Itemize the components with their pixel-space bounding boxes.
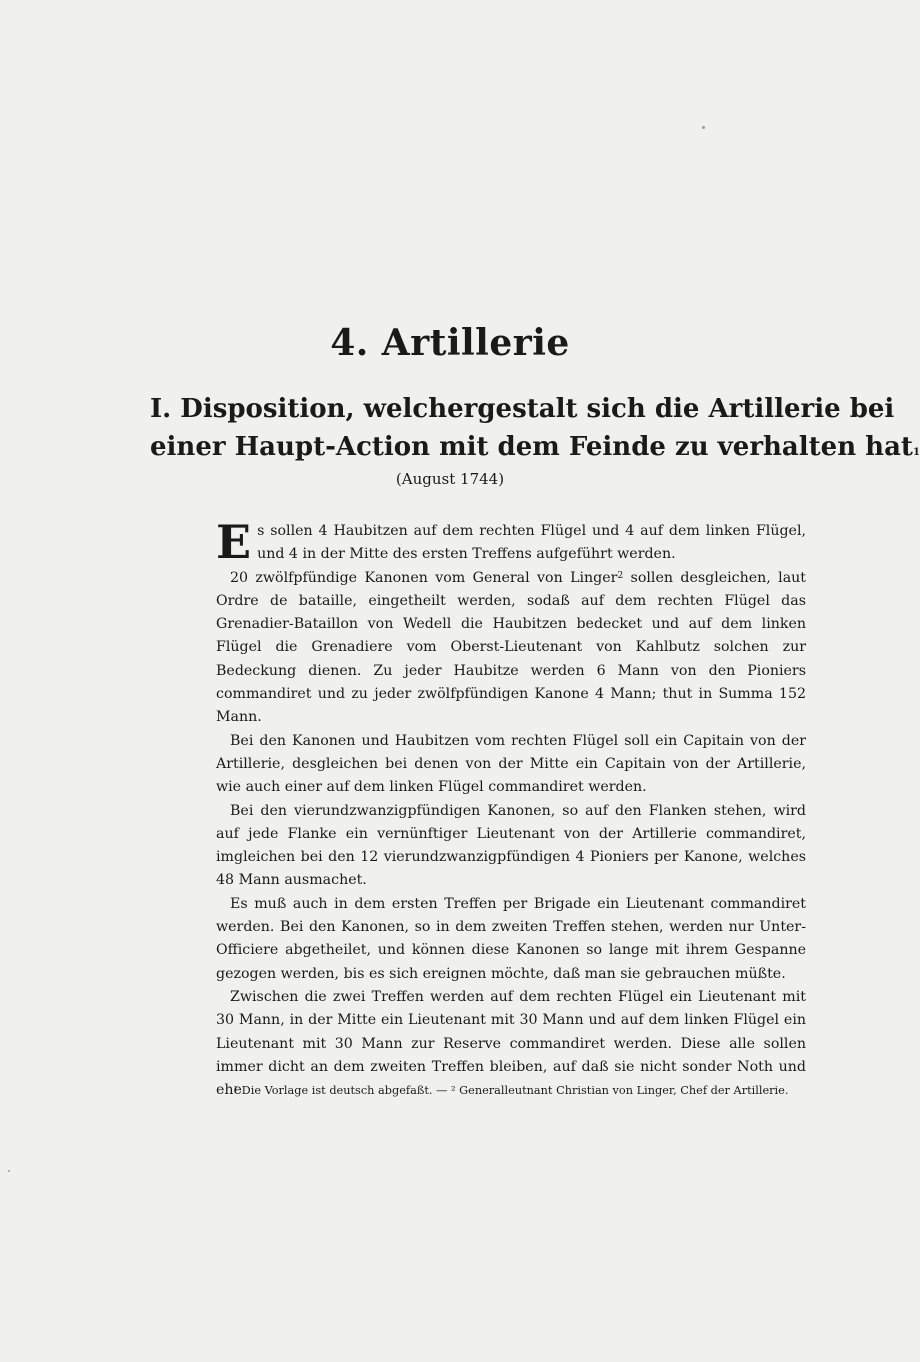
document-title-line-2 — [150, 428, 920, 466]
paragraph-text: s sollen 4 Haubitzen auf dem rechten Flügel und 4 auf dem linken Flügel, und 4 in der Mitte des ersten Treffens aufgeführt werden. — [257, 523, 806, 563]
paragraph: Zwischen die zwei Treffen werden auf dem rechten Flügel ein Lieutenant mit 30 Mann, in der Mitte ein Lieutenant mit 30 Mann und auf dem linken Flügel ein Lieutenant mit 30 Mann zur Reserve commandiret werden. Diese alle sollen immer dicht an dem zweiten Treffen bleiben, auf daß sie nicht sonder Noth und ehe — [216, 988, 806, 1099]
scan-speck — [8, 1170, 10, 1172]
footnote-marker: 2 — [617, 570, 624, 581]
paragraph: Bei den vierundzwanzigpfündigen Kanonen, so auf den Flanken stehen, wird auf jede Flanke ein vernünftiger Lieutenant von der Artillerie commandiret, imgleichen bei den 12 vierundzwanzigpfündigen 4 Pioniers per Kanone, welches 48 Mann ausmachet. — [216, 802, 806, 889]
document-title-line-2-text: einer Haupt-Action mit dem Feinde zu verhalten hat — [150, 432, 913, 462]
paragraph-text: 20 zwölfpfündige Kanonen vom General von Linger — [230, 569, 618, 586]
body-text — [216, 515, 807, 1102]
chapter-heading: 4. Artillerie — [330, 322, 570, 364]
drop-cap: E — [216, 515, 252, 569]
paragraph — [216, 515, 806, 569]
scan-speck — [702, 126, 705, 129]
footnote-marker: 1 — [912, 447, 920, 458]
paragraph-text: sollen desgleichen, laut Ordre de bataille, eingetheilt werden, sodaß auf dem rechten Flügel das Grenadier-Bataillon von Wedell die Haubitzen bedecket und auf dem linken Flügel die Grenadiere vom Oberst-Lieutenant von Kahlbutz solchen zur Bedeckung dienen. Zu jeder Haubitze werden 6 Mann von den Pioniers commandiret und zu jeder zwölfpfündigen Kanone 4 Mann; thut in Summa 152 Mann. — [216, 569, 807, 726]
footnotes: ¹ Die Vorlage ist deutsch abgefaßt. — ² Generalleutnant Christian von Linger, Chef der Artillerie. — [233, 1084, 789, 1097]
paragraph: Es muß auch in dem ersten Treffen per Brigade ein Lieutenant commandiret werden. Bei den Kanonen, so in dem zweiten Treffen stehen, werden nur Unter-Officiere abgetheilet, und können diese Kanonen so lange mit ihrem Gespanne gezogen werden, bis es sich ereignen möchte, daß man sie gebrauchen müßte. — [216, 895, 806, 982]
document-title-line-1: I. Disposition, welchergestalt sich die Artillerie bei — [150, 394, 895, 424]
document-title — [150, 390, 920, 466]
document-date: (August 1744) — [395, 470, 505, 488]
paragraph: Bei den Kanonen und Haubitzen vom rechten Flügel soll ein Capitain von der Artillerie, desgleichen bei denen von der Mitte ein Capitain von der Artillerie, wie auch einer auf dem linken Flügel commandiret werden. — [216, 732, 806, 796]
paragraph — [216, 567, 806, 730]
